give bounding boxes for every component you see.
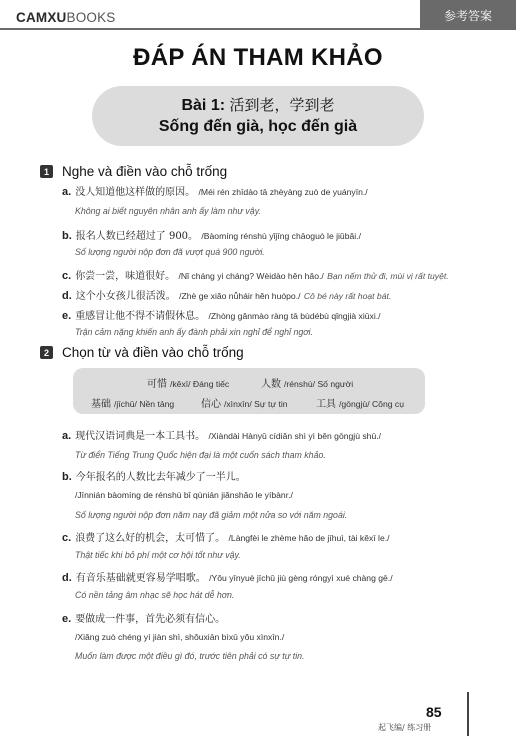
item-label: c.: [62, 270, 72, 282]
answer-line: [62, 468, 246, 483]
item-label: a.: [62, 186, 72, 198]
word-gloss: /kěxī/ Đáng tiếc: [170, 379, 230, 389]
chinese-sentence: 没人知道他这样做的原因。: [75, 187, 196, 198]
section-number-badge: 2: [40, 346, 53, 359]
footer-divider: [467, 692, 469, 736]
word-cn: 基础: [91, 399, 111, 410]
lesson-title-vi: Sống đến già, học đến già: [158, 118, 358, 135]
brand-bold-text: CAMXU: [16, 10, 67, 25]
chinese-sentence: 有音乐基础就更容易学唱歌。: [75, 573, 206, 584]
section-heading-1: [40, 164, 227, 179]
brand-light-text: BOOKS: [66, 10, 116, 25]
lesson-banner: [92, 86, 424, 146]
pinyin: /Làngfèi le zhème hǎo de jīhuì, tài kěxī le./: [228, 533, 390, 543]
translation: Không ai biết nguyên nhân anh ấy làm như vậy.: [75, 206, 261, 216]
word-gloss: /xìnxīn/ Sự tự tin: [224, 399, 288, 409]
item-label: e.: [62, 310, 72, 322]
section-heading-text: Chọn từ và điền vào chỗ trống: [62, 345, 244, 360]
pinyin: /Nǐ cháng yi cháng? Wèidào hěn hǎo./: [178, 271, 324, 281]
word-gloss: /gōngjù/ Công cụ: [339, 399, 404, 409]
translation: Cô bé này rất hoạt bát.: [303, 291, 392, 301]
answer-line: [62, 227, 361, 242]
answer-line: [62, 307, 381, 322]
answer-line: [62, 569, 393, 584]
chinese-sentence: 要做成一件事，首先必须有信心。: [75, 614, 226, 625]
lesson-label: Bài 1:: [181, 97, 226, 114]
answer-line: [62, 267, 449, 282]
tab-underline: [440, 28, 516, 30]
chinese-sentence: 现代汉语词典是一本工具书。: [75, 431, 206, 442]
word-cn: 工具: [316, 399, 336, 410]
word-bank-item: [261, 375, 353, 390]
word-bank: [73, 368, 425, 414]
answer-line: [62, 183, 368, 198]
chinese-sentence: 报名人数已经超过了 900。: [75, 231, 199, 242]
page-number: 85: [426, 704, 442, 720]
item-label: d.: [62, 572, 72, 584]
answer-line: [62, 287, 391, 302]
item-label: e.: [62, 613, 72, 625]
word-bank-item: [201, 395, 288, 410]
item-label: a.: [62, 430, 72, 442]
word-gloss: /jīchǔ/ Nền tảng: [114, 399, 175, 409]
translation: Có nền tảng âm nhạc sẽ học hát dễ hơn.: [75, 590, 235, 600]
word-bank-item: [147, 375, 229, 390]
header-rule: [0, 28, 440, 30]
translation: Thật tiếc khi bỏ phí một cơ hội tốt như vậy.: [75, 550, 241, 560]
word-cn: 人数: [261, 379, 281, 390]
lesson-title-cn: 活到老，学到老: [229, 96, 335, 114]
lesson-title-line: [92, 94, 424, 115]
item-label: b.: [62, 471, 72, 483]
page-header: [0, 0, 516, 34]
chinese-sentence: 重感冒让他不得不请假休息。: [75, 311, 206, 322]
section-number-badge: 1: [40, 165, 53, 178]
pinyin: /Zhòng gǎnmào ràng tā bùdébù qǐngjià xiūxi./: [208, 311, 381, 321]
section-heading-text: Nghe và điền vào chỗ trống: [62, 164, 228, 179]
pinyin: /Méi rén zhīdào tā zhèyàng zuò de yuányīn./: [198, 187, 368, 197]
word-bank-item: [316, 395, 404, 410]
pinyin-line: [75, 489, 293, 501]
section-tab: 参考答案: [420, 0, 516, 30]
item-label: b.: [62, 230, 72, 242]
translation: Từ điển Tiếng Trung Quốc hiện đại là một cuốn sách tham khảo.: [75, 450, 326, 460]
pinyin: /Bàomíng rénshù yǐjīng chāoguò le jiǔbǎi./: [201, 231, 361, 241]
page-title: ĐÁP ÁN THAM KHẢO: [133, 44, 383, 71]
section-heading-2: [40, 345, 244, 360]
word-cn: 可惜: [147, 379, 167, 390]
chinese-sentence: 浪费了这么好的机会，太可惜了。: [75, 533, 226, 544]
brand-logo: [16, 10, 116, 25]
translation: Bạn nếm thử đi, mùi vị rất tuyệt.: [327, 271, 449, 281]
pinyin-line: [75, 631, 284, 643]
pinyin: /Jīnnián bàomíng de rénshù bǐ qùnián jiǎnshǎo le yíbànr./: [75, 490, 293, 500]
translation: Muốn làm được một điều gì đó, trước tiên phải có sự tự tin.: [75, 651, 305, 661]
answer-line: [62, 610, 225, 625]
answer-line: [62, 427, 381, 442]
translation: Trận cảm nặng khiến anh ấy đành phải xin nghỉ để nghỉ ngơi.: [75, 327, 313, 337]
translation: Số lượng người nộp đơn đã vượt quá 900 người.: [75, 247, 265, 257]
item-label: c.: [62, 532, 72, 544]
chinese-sentence: 这个小女孩儿很活泼。: [75, 291, 176, 302]
word-cn: 信心: [201, 399, 221, 410]
chinese-sentence: 你尝一尝，味道很好。: [75, 271, 176, 282]
item-label: d.: [62, 290, 72, 302]
pinyin: /Xiàndài Hànyǔ cídiǎn shì yì běn gōngjù shū./: [208, 431, 381, 441]
pinyin: /Yǒu yīnyuè jīchǔ jiù gèng róngyì xué chàng gē./: [209, 573, 393, 583]
answer-line: [62, 529, 390, 544]
book-series-note: 起飞编/ 练习册: [378, 723, 432, 732]
pinyin: /Zhè ge xiǎo nǚháir hěn huópo./: [179, 291, 301, 301]
pinyin: /Xiǎng zuò chéng yí jiàn shì, shǒuxiān bìxū yǒu xìnxīn./: [75, 632, 285, 642]
word-gloss: /rénshù/ Số người: [284, 379, 354, 389]
translation: Số lượng người nộp đơn năm nay đã giảm một nửa so với năm ngoái.: [75, 510, 348, 520]
word-bank-item: [91, 395, 174, 410]
chinese-sentence: 今年报名的人数比去年减少了一半儿。: [75, 472, 246, 483]
